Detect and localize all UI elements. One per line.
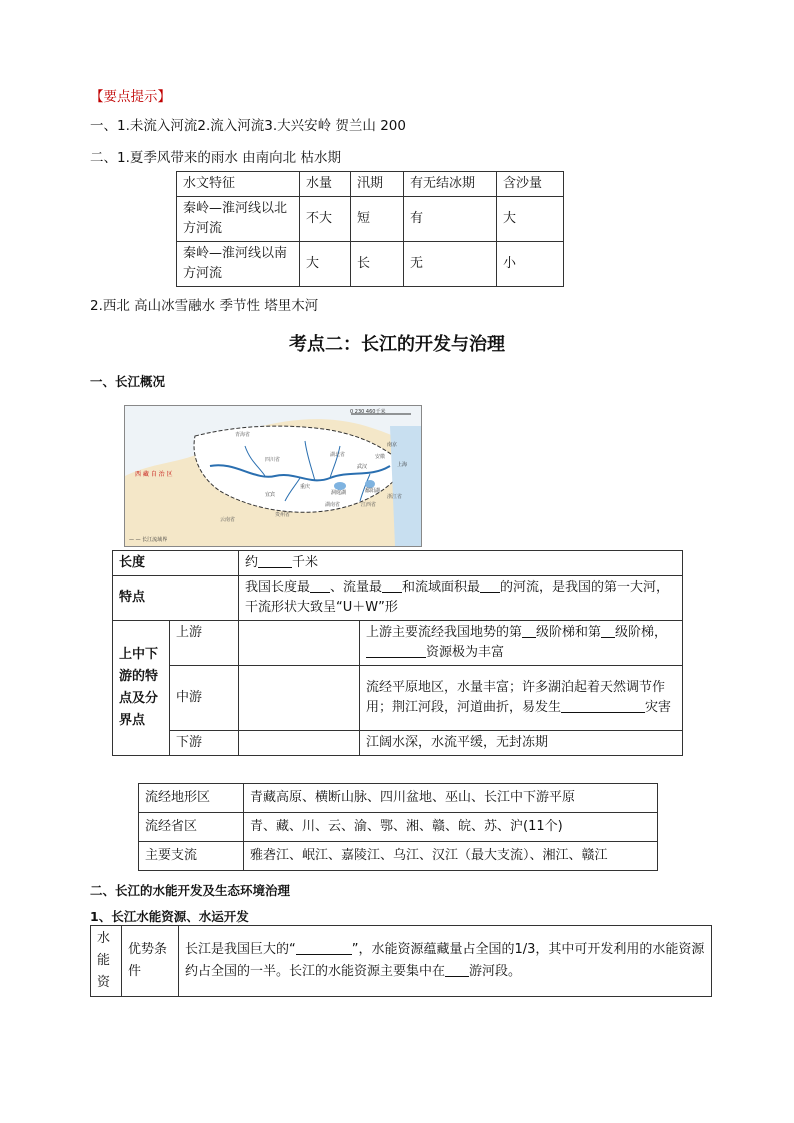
advantage-label: 优势条件: [122, 926, 179, 997]
upper-empty: [239, 621, 360, 666]
map-label: 四川省: [265, 457, 281, 463]
map-label: 上海: [397, 462, 408, 468]
middle-cell: [360, 666, 683, 731]
table-row: [113, 731, 683, 756]
map-label: 南京: [387, 442, 398, 448]
hydropower-table: [90, 925, 712, 997]
map-label: 洞庭湖: [331, 490, 347, 496]
table-row: [177, 242, 564, 287]
middle-text: 流经平原地区，水量丰富；许多湖泊起着天然调节作用；荆江河段，河道曲折，易发生: [366, 680, 666, 715]
answer-blank: [382, 578, 402, 593]
table-cell: 不大: [300, 197, 351, 242]
table-row: [113, 576, 683, 621]
answer-line-2: 二、1.夏季风带来的雨水 由南向北 枯水期: [90, 150, 341, 166]
answer-blank: [258, 553, 292, 568]
lower-cell: 江阔水深，水流平缓，无封冻期: [360, 731, 683, 756]
answer-line-1: 一、1.未流入河流2.流入河流3.大兴安岭 贺兰山 200: [90, 118, 406, 134]
map-label: 浙江省: [387, 494, 403, 500]
table-row: [177, 172, 564, 197]
table-cell: 有: [404, 197, 497, 242]
table-header: 含沙量: [497, 172, 564, 197]
table-cell: 雅砻江、岷江、嘉陵江、乌江、汉江（最大支流）、湘江、赣江: [244, 842, 658, 871]
map-label: 贵州省: [275, 512, 291, 518]
upper-label: 上游: [170, 621, 239, 666]
feature-text: 、流量最: [330, 580, 383, 595]
upper-text: 级阶梯，: [615, 625, 668, 640]
table-cell: 小: [497, 242, 564, 287]
upper-text: 上游主要流经我国地势的第: [366, 625, 523, 640]
map-legend: — — 长江流域界: [129, 537, 168, 543]
answer-blank: [296, 940, 352, 955]
table-row: [113, 621, 683, 666]
upper-cell: [360, 621, 683, 666]
hydro-text: 长江是我国巨大的“: [185, 942, 296, 957]
table-cell: 大: [300, 242, 351, 287]
map-label: 江西省: [361, 502, 377, 508]
length-prefix: 约: [245, 555, 259, 570]
answer-blank: [445, 962, 469, 977]
hydrology-table: [176, 171, 564, 287]
map-label: 武汉: [357, 464, 368, 470]
table-row: [139, 784, 658, 813]
answer-line-3: 2.西北 高山冰雪融水 季节性 塔里木河: [90, 298, 319, 314]
hydro-text-cell: [179, 926, 712, 997]
hydro-label: 水能资: [91, 926, 122, 997]
section-label: 上中下游的特点及分界点: [113, 621, 170, 756]
upper-text: 级阶梯和第: [536, 625, 602, 640]
length-label: 长度: [113, 551, 239, 576]
yangtze-overview-table: [112, 550, 683, 756]
section-title: 考点二：长江的开发与治理: [289, 334, 505, 355]
middle-empty: [239, 666, 360, 731]
table-row: [91, 926, 712, 997]
subsection-title-3: 1、长江水能资源、水运开发: [90, 909, 249, 924]
table-row: [113, 551, 683, 576]
table-cell: 大: [497, 197, 564, 242]
answer-blank: [366, 643, 426, 658]
lower-label: 下游: [170, 731, 239, 756]
table-cell: 青、藏、川、云、渝、鄂、湘、赣、皖、苏、沪(11个): [244, 813, 658, 842]
upper-text: 资源极为丰富: [426, 645, 505, 660]
yangtze-facts-table: [138, 783, 658, 871]
map-label: 湖北省: [330, 452, 346, 458]
answer-blank: [561, 698, 645, 713]
table-cell: 流经地形区: [139, 784, 244, 813]
map-label: 湖南省: [325, 502, 341, 508]
answer-blank: [522, 623, 536, 638]
table-cell: 短: [351, 197, 404, 242]
map-label: 青海省: [235, 432, 251, 438]
tips-title: 【要点提示】: [90, 89, 171, 105]
map-label: 重庆: [300, 484, 311, 490]
map-label: 鄱阳湖: [365, 488, 381, 494]
feature-label: 特点: [113, 576, 239, 621]
table-row: [113, 666, 683, 731]
table-header: 汛期: [351, 172, 404, 197]
table-row: [177, 197, 564, 242]
table-row: [139, 813, 658, 842]
answer-blank: [480, 578, 500, 593]
table-header: 有无结冰期: [404, 172, 497, 197]
middle-label: 中游: [170, 666, 239, 731]
table-cell: 长: [351, 242, 404, 287]
yangtze-basin-map: [124, 405, 422, 547]
length-suffix: 千米: [292, 555, 319, 570]
answer-blank: [601, 623, 615, 638]
table-cell: 青藏高原、横断山脉、四川盆地、巫山、长江中下游平原: [244, 784, 658, 813]
subsection-title-1: 一、长江概况: [90, 374, 166, 389]
map-scale: 0 230 460千米: [350, 409, 386, 415]
answer-blank: [310, 578, 330, 593]
table-header: 水量: [300, 172, 351, 197]
map-graphic: [125, 406, 421, 546]
table-header: 水文特征: [177, 172, 300, 197]
map-region-label: 西 藏 自 治 区: [135, 471, 173, 478]
subsection-title-2: 二、长江的水能开发及生态环境治理: [90, 883, 291, 898]
table-cell: 流经省区: [139, 813, 244, 842]
feature-text: 和流域面积最: [402, 580, 481, 595]
lower-empty: [239, 731, 360, 756]
feature-text: 我国长度最: [245, 580, 311, 595]
table-row: [139, 842, 658, 871]
map-label: 宜宾: [265, 492, 276, 498]
table-cell: 秦岭—淮河线以北方河流: [177, 197, 300, 242]
table-cell: 主要支流: [139, 842, 244, 871]
hydro-text: 游河段。: [469, 964, 522, 979]
map-label: 云南省: [220, 517, 236, 523]
hydro-text: ”，水能资源蕴藏量占全国的1/3，其中可开发利用的水能资源约占全国的一半。长江的水能资源主要集中在: [185, 942, 705, 979]
feature-text: 的河流，是我国的第一大河，干流形状大致呈“U＋W”形: [245, 580, 670, 615]
length-cell: [239, 551, 683, 576]
table-cell: 无: [404, 242, 497, 287]
feature-cell: [239, 576, 683, 621]
middle-text: 灾害: [645, 700, 672, 715]
table-cell: 秦岭—淮河线以南方河流: [177, 242, 300, 287]
map-label: 安徽: [375, 454, 386, 460]
